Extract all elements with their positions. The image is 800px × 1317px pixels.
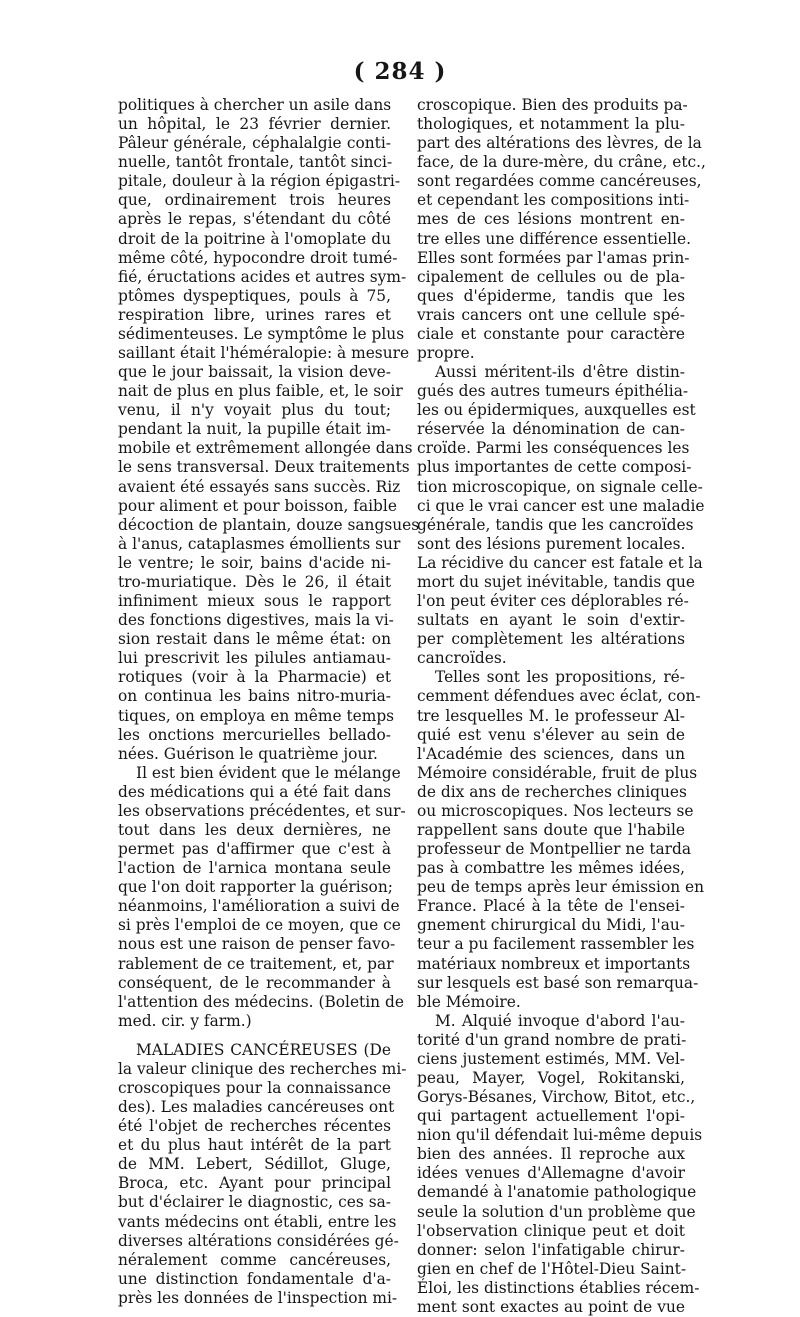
text-line: La récidive du cancer est fatale et la xyxy=(417,553,703,572)
text-line: l'observation clinique peut et doit xyxy=(417,1221,685,1240)
text-line: gien en chef de l'Hôtel-Dieu Saint- xyxy=(417,1259,687,1278)
text-line: croscopiques pour la connaissance xyxy=(118,1078,391,1097)
text-line: l'on peut éviter ces déplorables ré- xyxy=(417,592,689,611)
text-line: près les données de l'inspection mi- xyxy=(118,1288,398,1307)
text-line: le ventre; le soir, bains d'acide ni- xyxy=(118,553,391,572)
text-line: rappellent sans doute que l'habile xyxy=(417,820,685,839)
text-line: et du plus haut intérêt de la part xyxy=(118,1136,391,1155)
text-line: sultats en ayant le soin d'extir- xyxy=(417,611,685,630)
text-line: Elles sont formées par l'amas prin- xyxy=(417,248,690,267)
text-line: Gorys-Bésanes, Virchow, Bitot, etc., xyxy=(417,1088,696,1107)
text-line: quié est venu s'élever au sein de xyxy=(417,725,685,744)
text-line: à l'anus, cataplasmes émollients sur xyxy=(118,534,401,553)
text-line: un hôpital, le 23 février dernier. xyxy=(118,115,391,134)
text-line: pour aliment et pour boisson, faible xyxy=(118,496,397,515)
text-line: mes de ces lésions montrent en- xyxy=(417,210,685,229)
text-line: per complètement les altérations xyxy=(417,630,685,649)
text-line: cancroïdes. xyxy=(417,649,507,668)
text-line: vrais cancers ont une cellule spé- xyxy=(417,305,685,324)
text-line: Éloi, les distinctions établies récem- xyxy=(417,1278,700,1297)
text-line: permet pas d'affirmer que c'est à xyxy=(118,840,391,859)
text-line: tre lesquelles M. le professeur Al- xyxy=(417,706,685,725)
text-line: thologiques, et notamment la plu- xyxy=(417,115,685,134)
text-line: de MM. Lebert, Sédillot, Gluge, xyxy=(118,1155,391,1174)
text-line: face, de la dure-mère, du crâne, etc., xyxy=(417,153,706,172)
text-line: sont regardées comme cancéreuses, xyxy=(417,172,702,191)
text-line: l'attention des médecins. (Boletin de xyxy=(118,992,404,1011)
text-line: réservée la dénomination de can- xyxy=(417,420,685,439)
text-line: donner: selon l'infatigable chirur- xyxy=(417,1240,685,1259)
text-line: l'action de l'arnica montana seule xyxy=(118,859,391,878)
text-line: idées venues d'Allemagne d'avoir xyxy=(417,1164,685,1183)
text-line: ble Mémoire. xyxy=(417,992,521,1011)
text-line: tre elles une différence essentielle. xyxy=(417,229,692,248)
text-line: et cependant les compositions inti- xyxy=(417,191,690,210)
text-line: rablement de ce traitement, et, par xyxy=(118,954,394,973)
text-line: croïde. Parmi les conséquences les xyxy=(417,439,690,458)
text-line: une distinction fondamentale d'a- xyxy=(118,1269,391,1288)
text-line: conséquent, de le recommander à xyxy=(118,973,391,992)
text-line: les ou épidermiques, auxquelles est xyxy=(417,401,696,420)
text-line: part des altérations des lèvres, de la xyxy=(417,134,702,153)
text-line: Telles sont les propositions, ré- xyxy=(435,668,685,687)
text-line: saillant était l'héméralopie: à mesure xyxy=(118,344,410,363)
text-line: sion restait dans le même état: on xyxy=(118,630,391,649)
text-line: des). Les maladies cancéreuses ont xyxy=(118,1098,395,1117)
text-line: tout dans les deux dernières, ne xyxy=(118,820,391,839)
text-line: sédimenteuses. Le symptôme le plus xyxy=(118,324,405,343)
text-line: l'Académie des sciences, dans un xyxy=(417,744,685,763)
text-line: med. cir. y farm.) xyxy=(118,1011,252,1030)
text-line: nées. Guérison le quatrième jour. xyxy=(118,744,378,763)
text-line: des médications qui a été fait dans xyxy=(118,782,391,801)
text-line: ci que le vrai cancer est une maladie xyxy=(417,496,705,515)
text-line: rotiques (voir à la Pharmacie) et xyxy=(118,668,391,687)
text-line: respiration libre, urines rares et xyxy=(118,305,391,324)
text-line: Pâleur générale, céphalalgie conti- xyxy=(118,134,391,153)
text-line: seule la solution d'un problème que xyxy=(417,1202,696,1221)
text-line: pendant la nuit, la pupille était im- xyxy=(118,420,391,439)
text-line: croscopique. Bien des produits pa- xyxy=(417,96,688,114)
text-line: fié, éructations acides et autres sym- xyxy=(118,267,407,286)
text-line: France. Placé à la tête de l'ensei- xyxy=(417,897,685,916)
text-line: droit de la poitrine à l'omoplate du xyxy=(118,229,391,248)
text-line: même côté, hypocondre droit tumé- xyxy=(118,248,398,267)
text-line: gués des autres tumeurs épithélia- xyxy=(417,382,689,401)
text-line: que le jour baissait, la vision deve- xyxy=(118,363,391,382)
text-line: Mémoire considérable, fruit de plus xyxy=(417,763,698,782)
text-line: plus importantes de cette composi- xyxy=(417,458,692,477)
text-line: matériaux nombreux et importants xyxy=(417,954,691,973)
text-line: si près l'emploi de ce moyen, que ce xyxy=(118,916,401,935)
text-line: politiques à chercher un asile dans xyxy=(118,96,392,114)
text-line: sur lesquels est basé son remarqua- xyxy=(417,973,699,992)
text-line: pitale, douleur à la région épigastri- xyxy=(118,172,401,191)
text-line: peau, Mayer, Vogel, Rokitanski, xyxy=(417,1068,685,1087)
text-line: pas à combattre les mêmes idées, xyxy=(417,859,685,878)
text-line: que l'on doit rapporter la guérison; xyxy=(118,878,393,897)
text-line: venu, il n'y voyait plus du tout; xyxy=(118,401,391,420)
text-line: nuelle, tantôt frontale, tantôt sinci- xyxy=(118,153,393,172)
text-line: ciale et constante pour caractère xyxy=(417,324,685,343)
text-line: que, ordinairement trois heures xyxy=(118,191,391,210)
text-line: des fonctions digestives, mais la vi- xyxy=(118,611,394,630)
text-line: tion microscopique, on signale celle- xyxy=(417,477,703,496)
text-line: mobile et extrêmement allongée dans xyxy=(118,439,413,458)
text-line: cemment défendues avec éclat, con- xyxy=(417,687,701,706)
text-line: teur a pu facilement rassembler les xyxy=(417,935,695,954)
text-line: ou microscopiques. Nos lecteurs se xyxy=(417,801,694,820)
text-line: nous est une raison de penser favo- xyxy=(118,935,396,954)
text-line: demandé à l'anatomie pathologique xyxy=(417,1183,697,1202)
text-line: les observations précédentes, et sur- xyxy=(118,801,406,820)
text-line: mort du sujet inévitable, tandis que xyxy=(417,572,696,591)
text-line: décoction de plantain, douze sangsues xyxy=(118,515,420,534)
text-line: diverses altérations considérées gé- xyxy=(118,1231,399,1250)
text-line: on continua les bains nitro-muria- xyxy=(118,687,391,706)
text-line: MALADIES CANCÉREUSES (De xyxy=(136,1040,391,1059)
text-line: nait de plus en plus faible, et, le soir xyxy=(118,382,403,401)
text-line: été l'objet de recherches récentes xyxy=(118,1117,391,1136)
text-line: les onctions mercurielles bellado- xyxy=(118,725,391,744)
right-column xyxy=(417,96,706,1316)
text-line: le sens transversal. Deux traitements xyxy=(118,458,410,477)
text-line: ques d'épiderme, tandis que les xyxy=(417,286,685,305)
left-column xyxy=(118,96,420,1307)
text-line: néanmoins, l'amélioration a suivi de xyxy=(118,897,400,916)
text-line: infiniment mieux sous le rapport xyxy=(118,592,391,611)
text-line: lui prescrivit les pilules antiamau- xyxy=(118,649,391,668)
text-line: néralement comme cancéreuses, xyxy=(118,1250,391,1269)
text-line: but d'éclairer le diagnostic, ces sa- xyxy=(118,1193,391,1212)
text-line: M. Alquié invoque d'abord l'au- xyxy=(435,1011,685,1030)
page-number: ( 284 ) xyxy=(353,58,447,85)
text-line: ment sont exactes au point de vue xyxy=(417,1297,685,1316)
text-line: Aussi méritent-ils d'être distin- xyxy=(435,363,685,382)
text-line: tro-muriatique. Dès le 26, il était xyxy=(118,572,391,591)
text-line: de dix ans de recherches cliniques xyxy=(417,782,687,801)
text-line: vants médecins ont établi, entre les xyxy=(118,1212,397,1231)
text-line: torité d'un grand nombre de prati- xyxy=(417,1030,687,1049)
text-line: cipalement de cellules ou de pla- xyxy=(417,267,685,286)
text-line: ptômes dyspeptiques, pouls à 75, xyxy=(118,286,391,305)
text-line: Il est bien évident que le mélange xyxy=(136,763,401,782)
text-line: professeur de Montpellier ne tarda xyxy=(417,840,692,859)
text-line: qui partagent actuellement l'opi- xyxy=(417,1107,685,1126)
text-line: bien des années. Il reproche aux xyxy=(417,1145,685,1164)
text-line: ciens justement estimés, MM. Vel- xyxy=(417,1049,685,1068)
text-line: tiques, on employa en même temps xyxy=(118,706,395,725)
text-line: la valeur clinique des recherches mi- xyxy=(118,1059,407,1078)
text-line: peu de temps après leur émission en xyxy=(417,878,705,897)
text-line: Broca, etc. Ayant pour principal xyxy=(118,1174,391,1193)
text-line: gnement chirurgical du Midi, l'au- xyxy=(417,916,685,935)
text-line: nion qu'il défendait lui-même depuis xyxy=(417,1126,703,1145)
text-line: avaient été essayés sans succès. Riz xyxy=(118,477,401,496)
text-line: sont des lésions purement locales. xyxy=(417,534,686,553)
text-line: propre. xyxy=(417,344,475,363)
text-line: après le repas, s'étendant du côté xyxy=(118,210,391,229)
text-line: générale, tandis que les cancroïdes xyxy=(417,515,694,534)
